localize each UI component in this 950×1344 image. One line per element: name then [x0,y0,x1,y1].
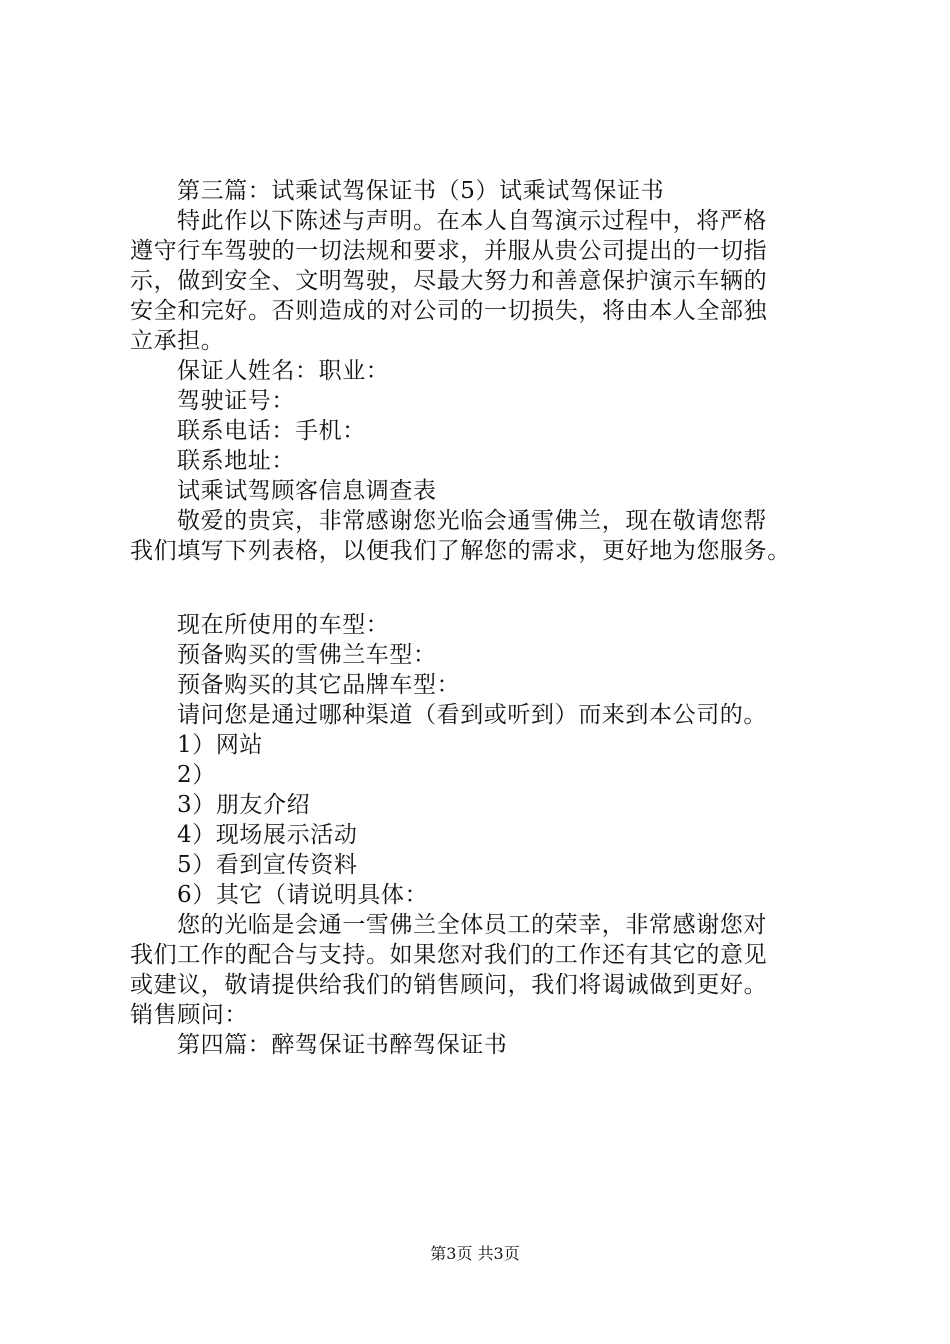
option-item: 1）网站 [177,732,264,758]
paragraph-gap [130,566,850,610]
section4-title: 第四篇：醉驾保证书醉驾保证书 [177,1032,508,1058]
field-phone: 联系电话：手机： [177,418,366,444]
greeting-line-2: 我们填写下列表格，以便我们了解您的需求，更好地为您服务。 [130,538,791,564]
option-item: 5）看到宣传资料 [177,852,358,878]
statement-line-2: 遵守行车驾驶的一切法规和要求，并服从贵公司提出的一切指 [130,238,768,264]
statement-line-5: 立承担。 [130,328,225,354]
sales-consultant-field: 销售顾问： [130,1002,248,1028]
greeting-line-1: 敬爱的贵宾，非常感谢您光临会通雪佛兰，现在敬请您帮 [177,508,767,534]
document-body [130,176,850,1060]
option-item: 4）现场展示活动 [177,822,358,848]
statement-line-3: 示，做到安全、文明驾驶，尽最大努力和善意保护演示车辆的 [130,268,768,294]
closing-line-3: 或建议，敬请提供给我们的销售顾问，我们将谒诚做到更好。 [130,972,768,998]
question-current-model: 现在所使用的车型： [177,612,390,638]
field-license: 驾驶证号： [177,388,295,414]
closing-line-2: 我们工作的配合与支持。如果您对我们的工作还有其它的意见 [130,942,768,968]
question-channel: 请问您是通过哪种渠道（看到或听到）而来到本公司的。 [177,702,767,728]
section3-title: 第三篇：试乘试驾保证书（5）试乘试驾保证书 [177,178,665,204]
option-item: 2） [177,762,216,788]
page-footer: 第3页 共3页 [430,1244,520,1263]
field-address: 联系地址： [177,448,295,474]
question-chevrolet-model: 预备购买的雪佛兰车型： [177,642,437,668]
field-guarantor: 保证人姓名：职业： [177,358,390,384]
survey-title: 试乘试驾顾客信息调查表 [177,478,437,504]
statement-line-4: 安全和完好。否则造成的对公司的一切损失，将由本人全部独 [130,298,768,324]
question-other-brand: 预备购买的其它品牌车型： [177,672,461,698]
closing-line-1: 您的光临是会通一雪佛兰全体员工的荣幸，非常感谢您对 [177,912,767,938]
option-item: 6）其它（请说明具体： [177,882,429,908]
statement-line-1: 特此作以下陈述与声明。在本人自驾演示过程中，将严格 [177,208,767,234]
option-item: 3）朋友介绍 [177,792,311,818]
